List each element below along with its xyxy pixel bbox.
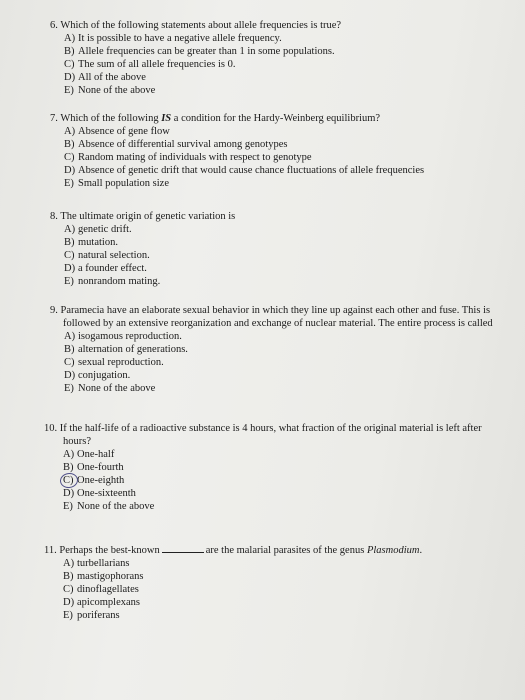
option-letter: C) [64, 152, 75, 163]
option-d[interactable] [64, 164, 424, 177]
option-letter: B) [64, 46, 75, 57]
option-letter: B) [64, 344, 75, 355]
question-text: If the half-life of a radioactive substance is 4 hours, what fraction of the original material is left after [59, 423, 482, 434]
genus-name: Plasmodium [366, 545, 420, 556]
option-letter: B) [63, 571, 74, 582]
option-text: Absence of differential survival among genotypes [78, 139, 288, 150]
option-letter: E) [63, 610, 73, 621]
option-c[interactable] [64, 249, 235, 262]
question-6 [50, 19, 341, 97]
option-list [44, 557, 422, 622]
option-text: a founder effect. [78, 263, 147, 274]
option-letter: A) [64, 331, 76, 342]
option-e[interactable] [64, 382, 493, 395]
fill-in-blank [162, 552, 204, 553]
option-e[interactable] [64, 177, 424, 190]
option-text: Random mating of individuals with respect to genotype [78, 152, 312, 163]
option-letter: E) [64, 383, 74, 394]
option-letter: B) [64, 139, 75, 150]
option-letter: E) [64, 85, 74, 96]
option-list [50, 330, 493, 395]
question-stem [50, 210, 235, 223]
option-letter: D) [64, 165, 76, 176]
question-stem [44, 544, 422, 557]
option-text: Absence of gene flow [78, 126, 170, 137]
question-stem [44, 422, 482, 435]
option-text: poriferans [77, 610, 120, 621]
option-a[interactable] [64, 223, 235, 236]
option-c[interactable] [64, 58, 341, 71]
question-number: 7. [50, 113, 58, 124]
question-number: 8. [50, 211, 58, 222]
question-10 [44, 422, 482, 513]
option-c[interactable] [64, 356, 493, 369]
option-text: One-eighth [77, 475, 125, 486]
option-letter: C) [63, 584, 74, 595]
option-letter: D) [63, 488, 75, 499]
question-text: Paramecia have an elaborate sexual behavior in which they line up against each other and fuse. This is [60, 305, 491, 316]
option-c[interactable] [63, 474, 482, 487]
question-9 [50, 304, 493, 395]
option-letter: C) [63, 475, 74, 486]
option-a[interactable] [64, 32, 341, 45]
option-text: conjugation. [78, 370, 131, 381]
question-emphasis: IS [161, 113, 172, 124]
option-letter: B) [64, 237, 75, 248]
option-letter: C) [64, 59, 75, 70]
option-text: isogamous reproduction. [78, 331, 182, 342]
option-letter: C) [64, 357, 75, 368]
question-number: 9. [50, 305, 58, 316]
option-text: natural selection. [78, 250, 150, 261]
question-number: 10. [44, 423, 58, 434]
option-d[interactable] [63, 596, 422, 609]
question-number: 6. [50, 20, 58, 31]
question-11 [44, 544, 422, 622]
option-letter: C) [64, 250, 75, 261]
question-text-continued: hours? [63, 436, 91, 447]
option-text: nonrandom mating. [78, 276, 161, 287]
option-letter: A) [63, 449, 75, 460]
option-b[interactable] [64, 45, 341, 58]
option-letter: E) [63, 501, 73, 512]
option-b[interactable] [64, 236, 235, 249]
option-e[interactable] [64, 84, 341, 97]
option-a[interactable] [64, 330, 493, 343]
option-d[interactable] [64, 71, 341, 84]
option-text: mutation. [78, 237, 118, 248]
option-b[interactable] [63, 461, 482, 474]
option-letter: A) [64, 126, 76, 137]
option-a[interactable] [63, 448, 482, 461]
option-text: None of the above [78, 85, 156, 96]
option-text: It is possible to have a negative allele frequency. [78, 33, 282, 44]
question-text: are the malarial parasites of the genus [205, 545, 367, 556]
question-text: The ultimate origin of genetic variation is [60, 211, 236, 222]
option-text: alternation of generations. [78, 344, 188, 355]
question-text: Perhaps the best-known [59, 545, 160, 556]
question-text: . [419, 545, 423, 556]
option-e[interactable] [63, 609, 422, 622]
option-text: turbellarians [77, 558, 130, 569]
option-b[interactable] [64, 138, 424, 151]
question-stem [50, 19, 341, 32]
option-text: apicomplexans [77, 597, 140, 608]
option-letter: D) [64, 72, 76, 83]
option-list [50, 223, 235, 288]
option-letter: A) [63, 558, 75, 569]
option-b[interactable] [63, 570, 422, 583]
question-7 [50, 112, 424, 190]
option-text: None of the above [78, 383, 156, 394]
option-c[interactable] [63, 583, 422, 596]
option-text: None of the above [77, 501, 155, 512]
option-letter: A) [64, 33, 76, 44]
question-text-continued: followed by an extensive reorganization and exchange of nuclear material. The entire process is called [63, 318, 493, 329]
option-list [50, 32, 341, 97]
option-letter: D) [63, 597, 75, 608]
question-stem [50, 304, 493, 317]
question-text: Which of the following [60, 113, 162, 124]
option-text: One-sixteenth [77, 488, 136, 499]
option-d[interactable] [63, 487, 482, 500]
option-e[interactable] [64, 275, 235, 288]
option-letter: A) [64, 224, 76, 235]
option-b[interactable] [64, 343, 493, 356]
question-text: a condition for the Hardy-Weinberg equilibrium? [171, 113, 381, 124]
option-text: dinoflagellates [77, 584, 139, 595]
option-list [50, 125, 424, 190]
option-letter: E) [64, 178, 74, 189]
option-d[interactable] [64, 262, 235, 275]
option-list [44, 448, 482, 513]
option-text: Allele frequencies can be greater than 1 in some populations. [78, 46, 335, 57]
option-text: All of the above [78, 72, 146, 83]
option-a[interactable] [63, 557, 422, 570]
option-letter: D) [64, 263, 76, 274]
question-number: 11. [44, 545, 57, 556]
question-text: Which of the following statements about allele frequencies is true? [60, 20, 342, 31]
option-text: genetic drift. [78, 224, 132, 235]
option-text: One-fourth [77, 462, 124, 473]
option-e[interactable] [63, 500, 482, 513]
option-c[interactable] [64, 151, 424, 164]
option-a[interactable] [64, 125, 424, 138]
option-text: Small population size [78, 178, 169, 189]
question-stem [50, 112, 424, 125]
option-letter: B) [63, 462, 74, 473]
option-text: mastigophorans [77, 571, 144, 582]
option-text: The sum of all allele frequencies is 0. [78, 59, 236, 70]
option-text: sexual reproduction. [78, 357, 164, 368]
option-text: One-half [77, 449, 115, 460]
option-letter: D) [64, 370, 76, 381]
option-text: Absence of genetic drift that would cause chance fluctuations of allele frequencies [78, 165, 425, 176]
option-d[interactable] [64, 369, 493, 382]
option-letter: E) [64, 276, 74, 287]
question-8 [50, 210, 235, 288]
